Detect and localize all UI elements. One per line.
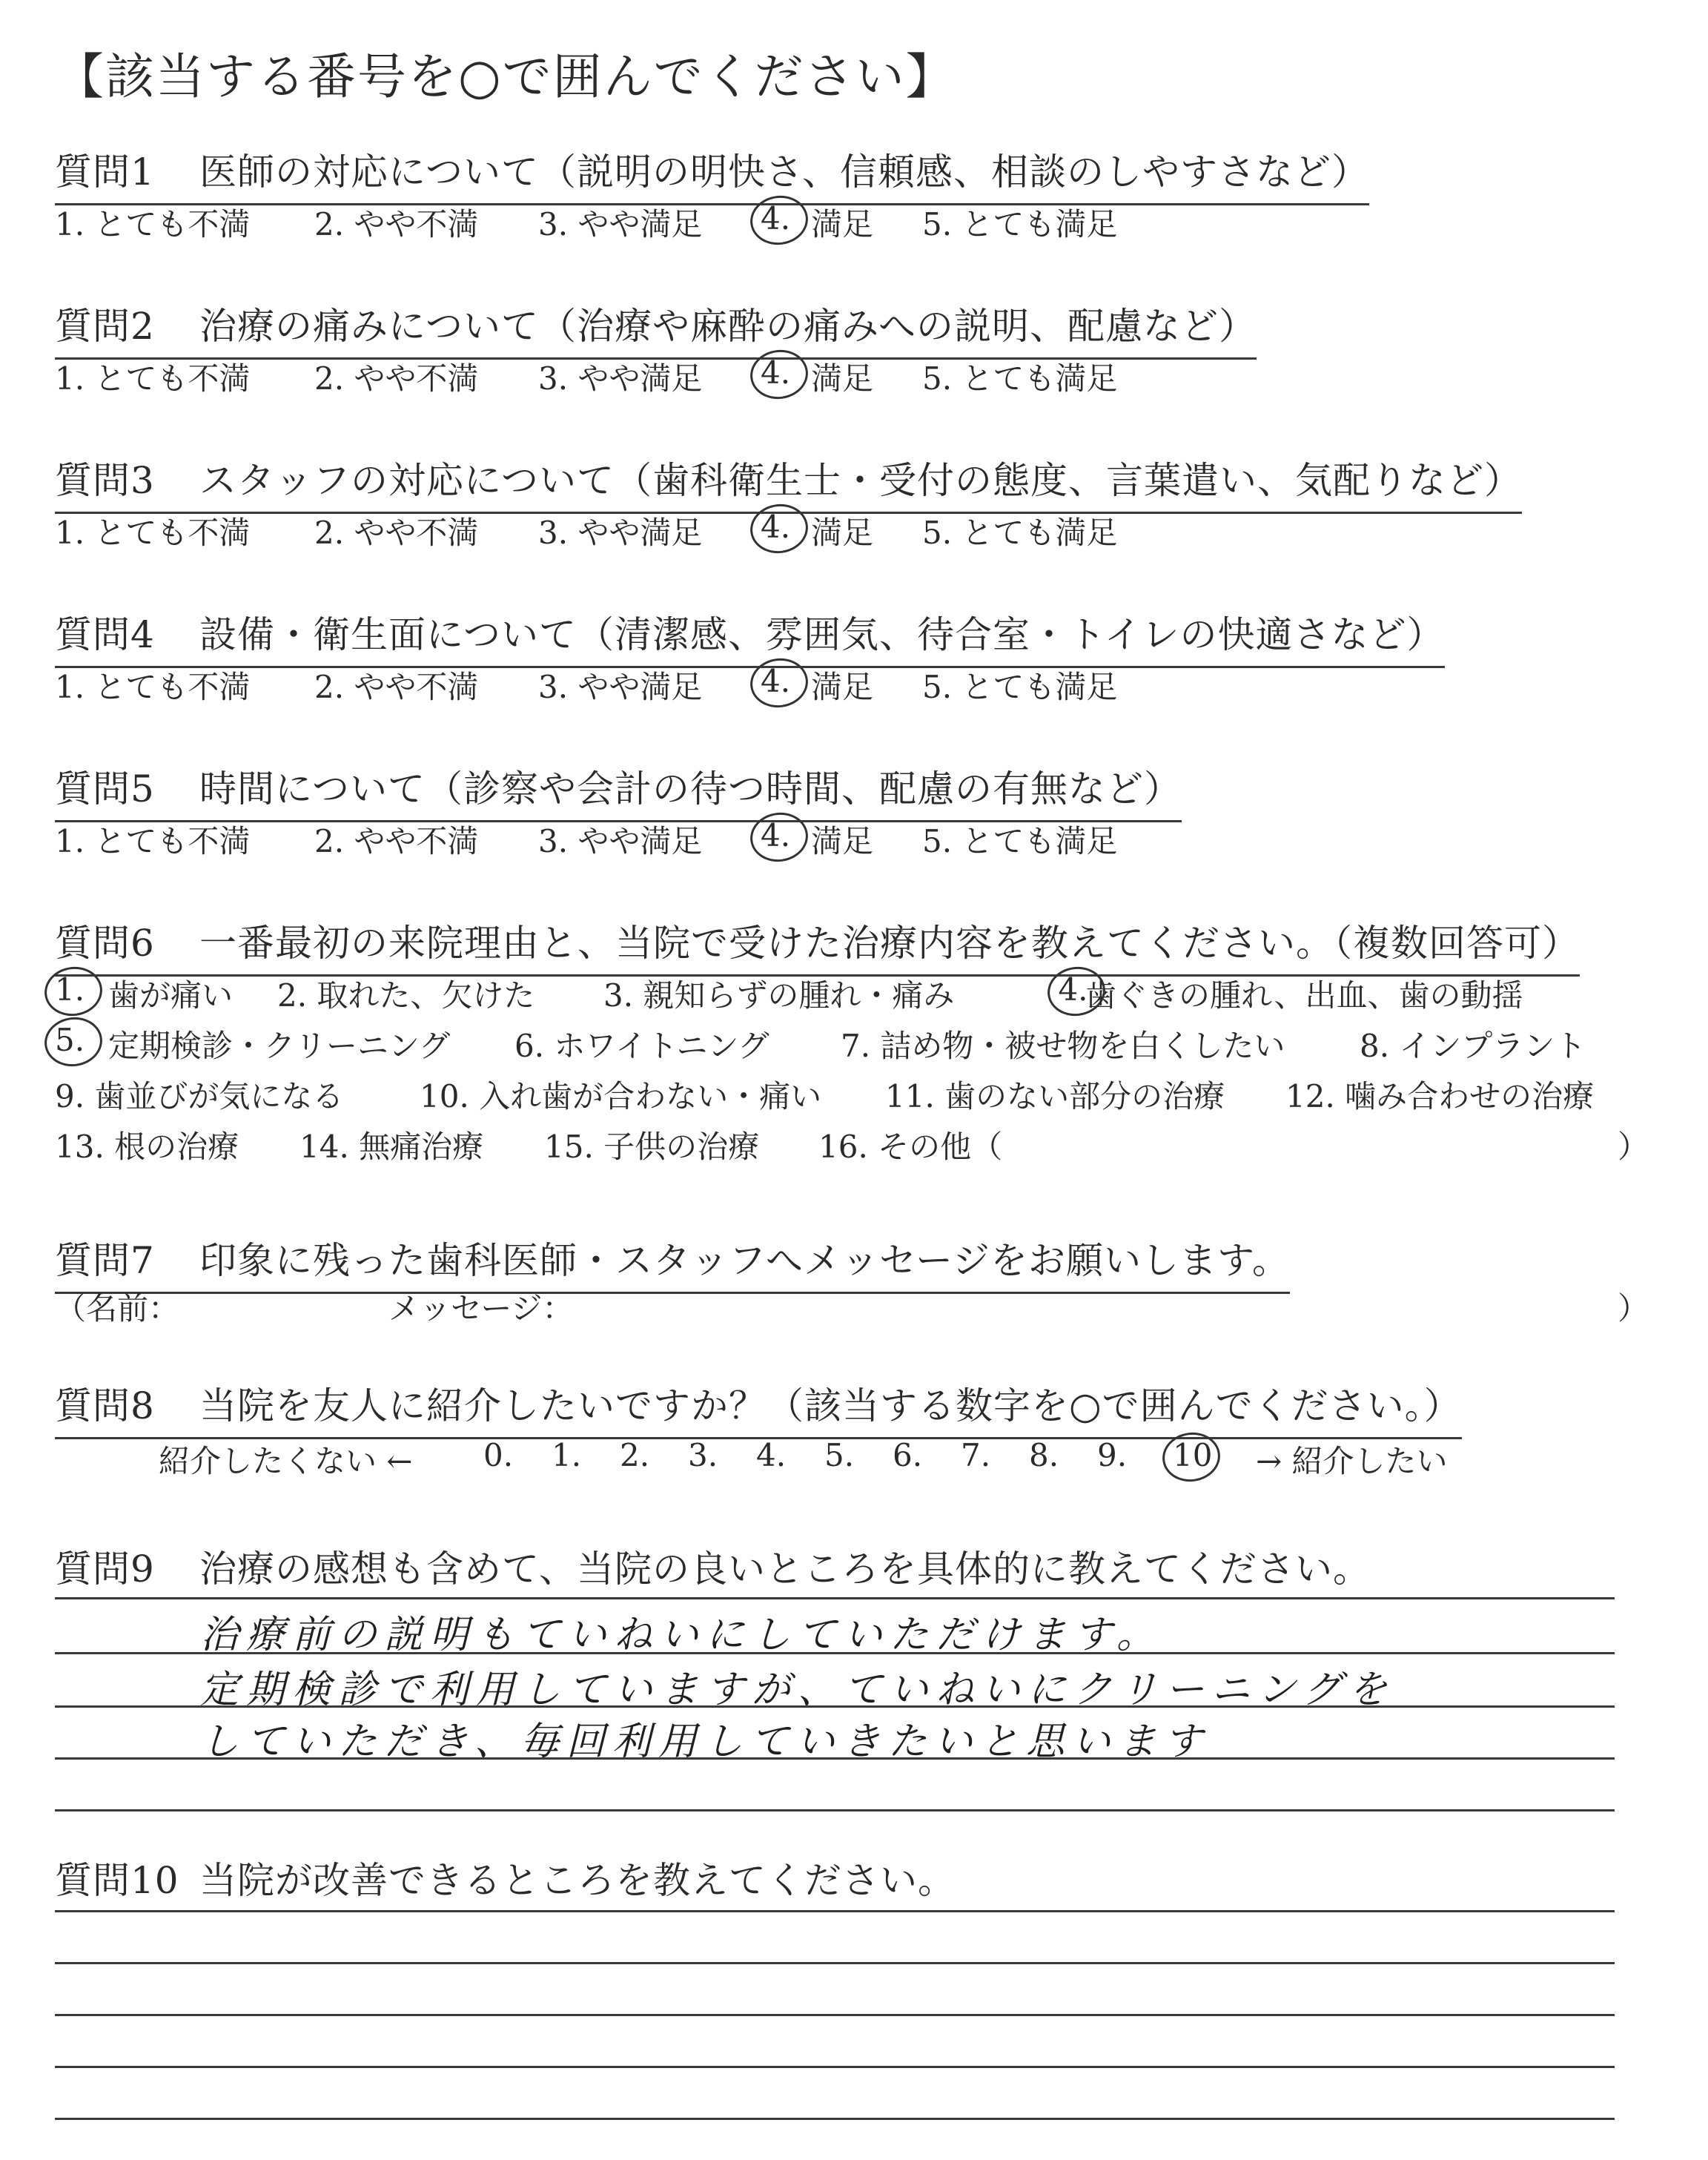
question-8-number: 質問8 bbox=[55, 1384, 155, 1427]
q6-option-4-label: 歯ぐきの腫れ、出血、歯の動揺 bbox=[1085, 977, 1523, 1014]
question-10-text: 当院が改善できるところを教えてください。 bbox=[199, 1859, 956, 1902]
q8-scale-6[interactable]: 6. bbox=[893, 1437, 923, 1473]
question-6-options-row-4 bbox=[55, 1123, 1649, 1164]
q5-option-4-label: 満足 bbox=[811, 823, 874, 859]
question-5-options bbox=[55, 817, 1649, 859]
question-10-heading bbox=[55, 1851, 956, 1912]
q8-scale-5[interactable]: 5. bbox=[824, 1437, 855, 1473]
q9-answer-line bbox=[55, 1809, 1615, 1811]
q2-option-3[interactable]: 3. やや満足 bbox=[538, 360, 703, 397]
page-title: 【該当する番号を○で囲んでください】 bbox=[55, 48, 956, 105]
question-1-options bbox=[55, 200, 1649, 242]
question-5-number: 質問5 bbox=[55, 767, 155, 810]
q2-option-2[interactable]: 2. やや不満 bbox=[314, 360, 479, 397]
question-6-number: 質問6 bbox=[55, 922, 155, 965]
q3-option-2[interactable]: 2. やや不満 bbox=[314, 515, 479, 551]
question-6-options-row-3 bbox=[55, 1072, 1649, 1114]
q10-answer-line bbox=[55, 1910, 1615, 1912]
q5-option-4-circled[interactable]: 4. bbox=[761, 817, 791, 853]
question-5-text: 時間について（診察や会計の待つ時間、配慮の有無など） bbox=[199, 767, 1182, 810]
q7-name-label: （名前： bbox=[55, 1290, 180, 1327]
q6-option-1-circled[interactable]: 1. bbox=[55, 971, 85, 1008]
question-1-text: 医師の対応について（説明の明快さ、信頼感、相談のしやすさなど） bbox=[199, 151, 1369, 194]
question-9-heading bbox=[55, 1539, 1371, 1600]
q1-option-2[interactable]: 2. やや不満 bbox=[314, 206, 479, 242]
question-1-heading bbox=[55, 142, 1369, 205]
q9-answer-handwriting-1[interactable]: 治療前の説明もていねいにしていただけます。 bbox=[200, 1613, 1162, 1657]
question-2-text: 治療の痛みについて（治療や麻酔の痛みへの説明、配慮など） bbox=[199, 305, 1257, 348]
q5-option-5[interactable]: 5. とても満足 bbox=[922, 823, 1118, 859]
q2-option-1[interactable]: 1. とても不満 bbox=[55, 360, 251, 397]
question-8-text: 当院を友人に紹介したいですか？（該当する数字を○で囲んでください。） bbox=[199, 1384, 1462, 1427]
q7-close-paren: ） bbox=[1617, 1290, 1649, 1327]
q6-option-3[interactable]: 3. 親知らずの腫れ・痛み bbox=[603, 977, 955, 1014]
q8-scale-10-circled[interactable]: 10 bbox=[1173, 1437, 1213, 1473]
q1-option-3[interactable]: 3. やや満足 bbox=[538, 206, 703, 242]
q8-scale-2[interactable]: 2. bbox=[620, 1437, 650, 1473]
question-3-number: 質問3 bbox=[55, 459, 155, 502]
q6-option-2[interactable]: 2. 取れた、欠けた bbox=[277, 977, 535, 1014]
q8-scale-4[interactable]: 4. bbox=[756, 1437, 787, 1473]
q4-option-4-circled[interactable]: 4. bbox=[761, 663, 791, 699]
q8-right-label: → 紹介したい bbox=[1256, 1443, 1448, 1479]
q9-answer-line bbox=[55, 1652, 1615, 1654]
question-2-heading bbox=[55, 297, 1257, 360]
q8-scale-7[interactable]: 7. bbox=[961, 1437, 991, 1473]
q3-option-1[interactable]: 1. とても不満 bbox=[55, 515, 251, 551]
question-5-heading bbox=[55, 759, 1182, 822]
q9-answer-handwriting-3[interactable]: していただき、毎回利用していきたいと思います bbox=[200, 1720, 1210, 1764]
q2-option-4-circled[interactable]: 4. bbox=[761, 354, 791, 391]
question-8-scale bbox=[55, 1437, 1649, 1482]
q7-message-label: メッセージ： bbox=[388, 1290, 574, 1327]
question-10-number: 質問10 bbox=[55, 1859, 179, 1902]
question-4-heading bbox=[55, 605, 1445, 668]
q6-option-1-label: 歯が痛い bbox=[108, 977, 234, 1014]
q4-option-5[interactable]: 5. とても満足 bbox=[922, 669, 1118, 705]
q8-scale-8[interactable]: 8. bbox=[1029, 1437, 1059, 1473]
q6-option-4-circled[interactable]: 4. bbox=[1058, 971, 1088, 1008]
q9-answer-line bbox=[55, 1705, 1615, 1708]
question-6-heading bbox=[55, 914, 1580, 977]
q3-option-3[interactable]: 3. やや満足 bbox=[538, 515, 703, 551]
q6-option-11[interactable]: 11. 歯のない部分の治療 bbox=[885, 1078, 1225, 1114]
q1-option-5[interactable]: 5. とても満足 bbox=[922, 206, 1118, 242]
question-6-text: 一番最初の来院理由と、当院で受けた治療内容を教えてください。（複数回答可） bbox=[199, 922, 1580, 965]
q1-option-4-circled[interactable]: 4. bbox=[761, 200, 791, 237]
question-1-number: 質問1 bbox=[55, 151, 155, 194]
question-3-text: スタッフの対応について（歯科衛生士・受付の態度、言葉遣い、気配りなど） bbox=[199, 459, 1522, 502]
q6-option-14[interactable]: 14. 無痛治療 bbox=[299, 1129, 484, 1165]
question-3-options bbox=[55, 509, 1649, 550]
q10-answer-line bbox=[55, 1962, 1615, 1964]
q5-option-3[interactable]: 3. やや満足 bbox=[538, 823, 703, 859]
q6-option-15[interactable]: 15. 子供の治療 bbox=[544, 1129, 760, 1165]
question-7-fields bbox=[55, 1284, 1649, 1326]
q8-scale-1[interactable]: 1. bbox=[552, 1437, 582, 1473]
q3-option-4-label: 満足 bbox=[811, 515, 874, 551]
q2-option-5[interactable]: 5. とても満足 bbox=[922, 360, 1118, 397]
question-9-text: 治療の感想も含めて、当院の良いところを具体的に教えてください。 bbox=[199, 1548, 1371, 1591]
q9-answer-handwriting-2[interactable]: 定期検診で利用していますが、ていねいにクリーニングを bbox=[200, 1668, 1394, 1712]
question-4-number: 質問4 bbox=[55, 613, 155, 656]
question-7-text: 印象に残った歯科医師・スタッフへメッセージをお願いします。 bbox=[199, 1239, 1290, 1282]
q9-answer-line bbox=[55, 1597, 1615, 1599]
q4-option-2[interactable]: 2. やや不満 bbox=[314, 669, 479, 705]
q9-answer-line bbox=[55, 1757, 1615, 1760]
q6-option-16[interactable]: 16. その他（ bbox=[818, 1129, 1003, 1165]
q6-option-5-label: 定期検診・クリーニング bbox=[108, 1028, 451, 1064]
q10-answer-line bbox=[55, 2066, 1615, 2068]
q6-option-7[interactable]: 7. 詰め物・被せ物を白くしたい bbox=[841, 1028, 1285, 1064]
question-4-text: 設備・衛生面について（清潔感、雰囲気、待合室・トイレの快適さなど） bbox=[199, 613, 1445, 656]
q2-option-4-label: 満足 bbox=[811, 360, 874, 397]
q6-option-10[interactable]: 10. 入れ歯が合わない・痛い bbox=[420, 1078, 822, 1114]
question-6-options-row-2 bbox=[55, 1022, 1649, 1063]
q1-option-1[interactable]: 1. とても不満 bbox=[55, 206, 251, 242]
question-6-options-row-1 bbox=[55, 971, 1649, 1013]
q10-answer-line bbox=[55, 2118, 1615, 2120]
q6-option-5-circled[interactable]: 5. bbox=[55, 1022, 85, 1058]
q4-option-1[interactable]: 1. とても不満 bbox=[55, 669, 251, 705]
question-2-options bbox=[55, 354, 1649, 396]
question-7-number: 質問7 bbox=[55, 1239, 155, 1282]
q6-other-close-paren: ） bbox=[1617, 1129, 1649, 1165]
q6-option-6[interactable]: 6. ホワイトニング bbox=[514, 1028, 769, 1064]
question-2-number: 質問2 bbox=[55, 305, 155, 348]
q10-answer-line bbox=[55, 2014, 1615, 2016]
q5-option-1[interactable]: 1. とても不満 bbox=[55, 823, 251, 859]
q3-option-4-circled[interactable]: 4. bbox=[761, 509, 791, 545]
q4-option-3[interactable]: 3. やや満足 bbox=[538, 669, 703, 705]
q4-option-4-label: 満足 bbox=[811, 669, 874, 705]
q6-option-12[interactable]: 12. 噛み合わせの治療 bbox=[1285, 1078, 1595, 1114]
q6-option-9[interactable]: 9. 歯並びが気になる bbox=[55, 1078, 344, 1114]
question-8-heading bbox=[55, 1376, 1462, 1439]
q8-scale-0[interactable]: 0. bbox=[483, 1437, 514, 1473]
q8-scale-3[interactable]: 3. bbox=[688, 1437, 718, 1473]
q6-option-8[interactable]: 8. インプラント bbox=[1360, 1028, 1586, 1064]
question-4-options bbox=[55, 663, 1649, 704]
question-9-number: 質問9 bbox=[55, 1548, 155, 1591]
q5-option-2[interactable]: 2. やや不満 bbox=[314, 823, 479, 859]
q8-scale-9[interactable]: 9. bbox=[1097, 1437, 1128, 1473]
q3-option-5[interactable]: 5. とても満足 bbox=[922, 515, 1118, 551]
q6-option-13[interactable]: 13. 根の治療 bbox=[55, 1129, 239, 1165]
q8-left-label: 紹介したくない ← bbox=[159, 1443, 413, 1479]
q1-option-4-label: 満足 bbox=[811, 206, 874, 242]
